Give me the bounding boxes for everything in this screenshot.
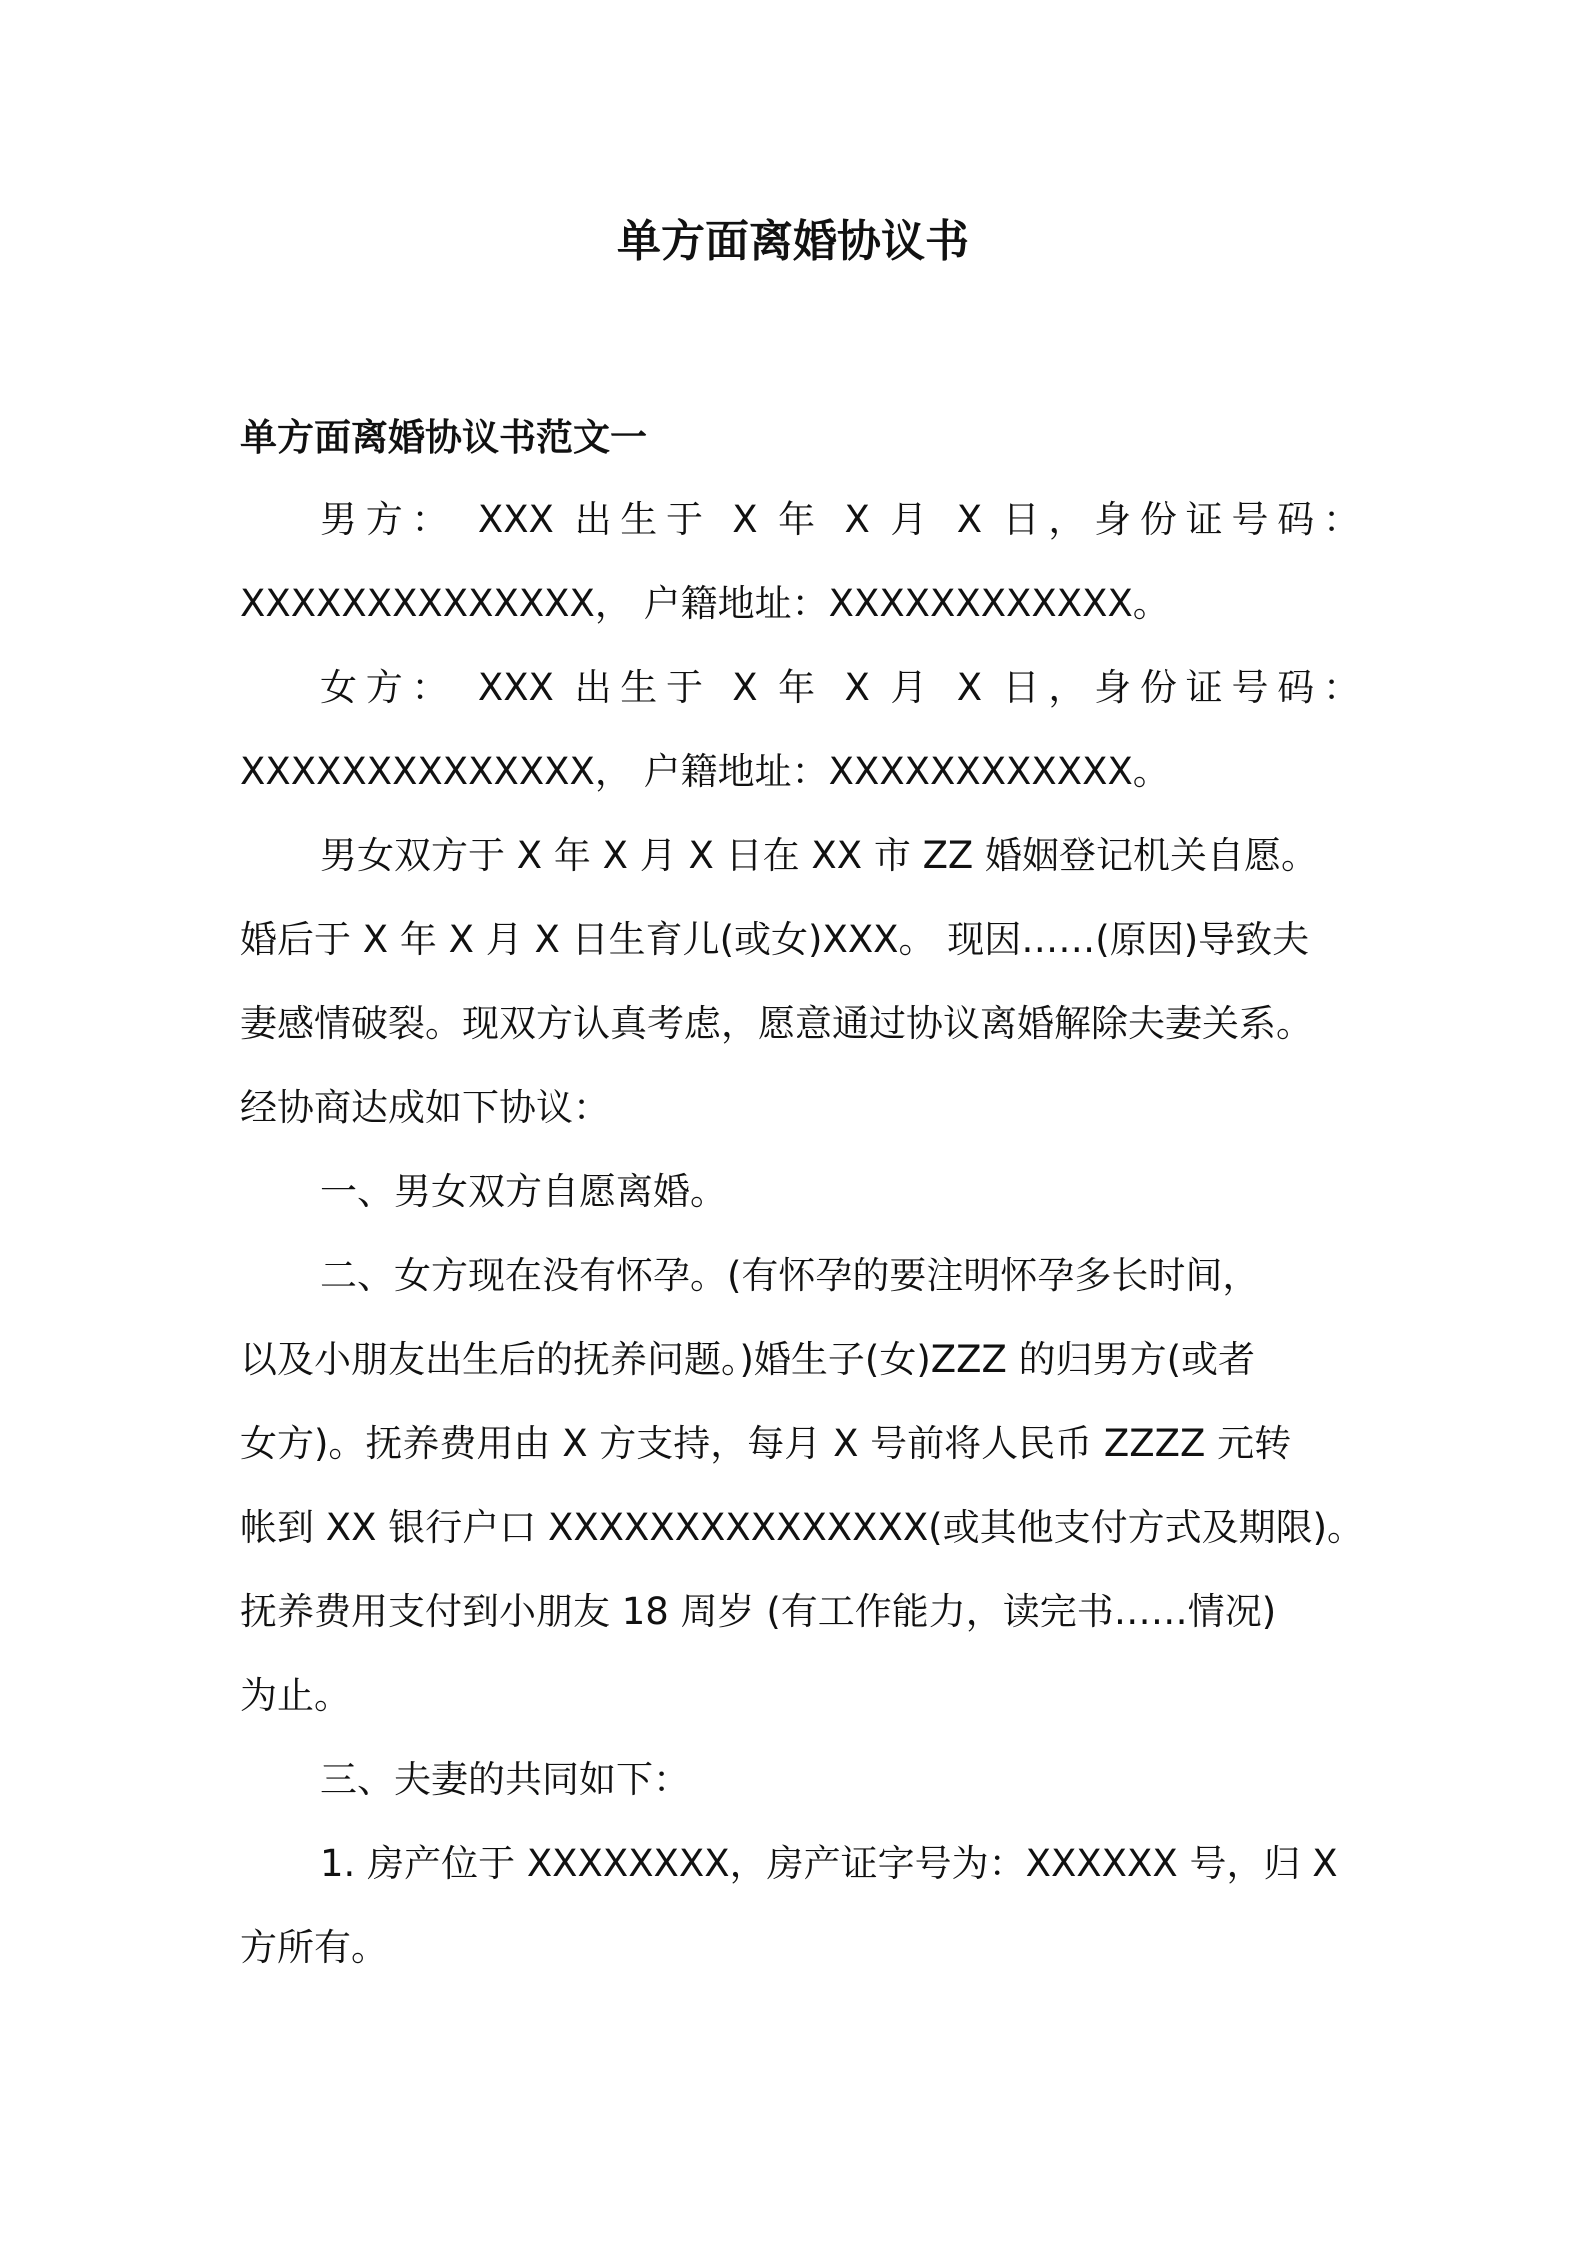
paragraph-line: 妻感情破裂。现双方认真考虑，愿意通过协议离婚解除夫妻关系。 bbox=[240, 1002, 1313, 1045]
paragraph-line: 方所有。 bbox=[240, 1926, 388, 1969]
paragraph-line: 女方)。抚养费用由 X 方支持，每月 X 号前将人民币 ZZZZ 元转 bbox=[240, 1422, 1292, 1465]
paragraph-line: 经协商达成如下协议： bbox=[240, 1086, 610, 1129]
paragraph-line: XXXXXXXXXXXXXX， 户籍地址：XXXXXXXXXXXX。 bbox=[240, 582, 1170, 625]
paragraph-line: XXXXXXXXXXXXXX， 户籍地址：XXXXXXXXXXXX。 bbox=[240, 750, 1170, 793]
paragraph-line: 男女双方于 X 年 X 月 X 日在 XX 市 ZZ 婚姻登记机关自愿。 bbox=[320, 834, 1319, 877]
paragraph-line: 男方： XXX 出生于 X 年 X 月 X 日，身份证号码： bbox=[320, 498, 1361, 541]
document-title: 单方面离婚协议书 bbox=[617, 216, 969, 267]
paragraph-line: 为止。 bbox=[240, 1674, 351, 1717]
paragraph-line: 抚养费用支付到小朋友 18 周岁 (有工作能力，读完书……情况) bbox=[240, 1590, 1277, 1633]
paragraph-line: 一、男女双方自愿离婚。 bbox=[320, 1170, 727, 1213]
paragraph-line: 帐到 XX 银行户口 XXXXXXXXXXXXXXX(或其他支付方式及期限)。 bbox=[240, 1506, 1365, 1549]
paragraph-line: 三、夫妻的共同如下： bbox=[320, 1758, 690, 1801]
paragraph-line: 婚后于 X 年 X 月 X 日生育儿(或女)XXX。 现因……(原因)导致夫 bbox=[240, 918, 1310, 961]
paragraph-line: 二、女方现在没有怀孕。(有怀孕的要注明怀孕多长时间， bbox=[320, 1254, 1260, 1297]
paragraph-line: 1. 房产位于 XXXXXXXX，房产证字号为：XXXXXX 号，归 X bbox=[320, 1842, 1338, 1885]
paragraph-line: 以及小朋友出生后的抚养问题。)婚生子(女)ZZZ 的归男方(或者 bbox=[240, 1338, 1256, 1381]
paragraph-line: 女方： XXX 出生于 X 年 X 月 X 日，身份证号码： bbox=[320, 666, 1361, 709]
section-heading: 单方面离婚协议书范文一 bbox=[240, 416, 647, 459]
